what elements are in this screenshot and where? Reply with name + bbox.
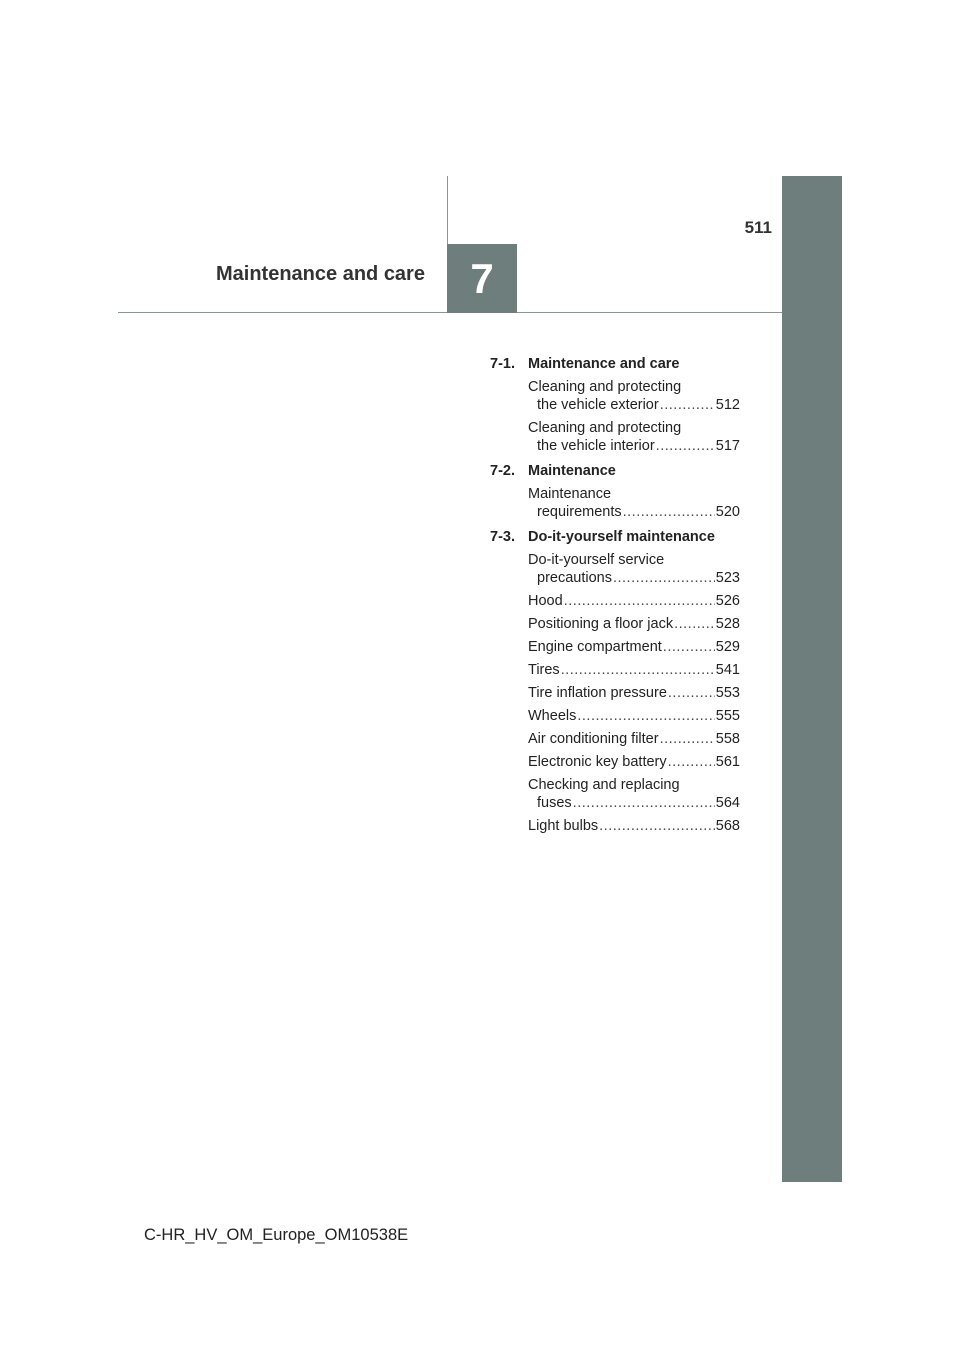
leader-dots <box>674 615 715 633</box>
leader-dots <box>656 437 715 455</box>
toc-entry-page: 526 <box>715 593 740 609</box>
toc-entry-page: 512 <box>715 397 740 413</box>
toc-section-number: 7-1. <box>490 356 515 372</box>
toc-entry[interactable] <box>528 776 740 812</box>
leader-dots <box>599 817 715 835</box>
leader-dots <box>660 730 715 748</box>
leader-dots <box>573 794 715 812</box>
toc-entry[interactable] <box>528 378 740 414</box>
toc-entry-title: Positioning a floor jack <box>528 616 674 632</box>
toc-entry[interactable] <box>528 707 740 725</box>
toc-entry[interactable] <box>528 817 740 835</box>
toc-entry-title: Light bulbs <box>528 818 599 834</box>
toc-entry[interactable] <box>528 485 740 521</box>
chapter-side-tab <box>782 176 842 1182</box>
leader-dots <box>660 396 715 414</box>
toc-entry-title: Wheels <box>528 708 577 724</box>
leader-dots <box>663 638 715 656</box>
toc-entry-title: Engine compartment <box>528 639 662 655</box>
toc-entry[interactable] <box>528 753 740 771</box>
header-vertical-rule <box>447 176 448 244</box>
toc-entry[interactable] <box>528 592 740 610</box>
leader-dots <box>561 661 715 679</box>
toc-entry[interactable] <box>528 615 740 633</box>
toc-entry[interactable] <box>528 730 740 748</box>
chapter-number-badge: 7 <box>447 244 517 313</box>
toc-entry-page: 520 <box>715 504 740 520</box>
toc-entry-title: Electronic key battery <box>528 754 667 770</box>
toc-entry-title-cont: precautions <box>537 570 612 586</box>
toc-entry-page: 553 <box>715 685 740 701</box>
toc-entry-title: Hood <box>528 593 563 609</box>
toc-entry-page: 561 <box>715 754 740 770</box>
toc-section-heading <box>490 463 740 480</box>
toc-entry-page: 555 <box>715 708 740 724</box>
toc-section-title: Maintenance <box>528 463 616 479</box>
toc-entry[interactable] <box>528 551 740 587</box>
toc-section-title: Maintenance and care <box>528 356 680 372</box>
toc-entry-title: Tires <box>528 662 560 678</box>
document-id-footer: C-HR_HV_OM_Europe_OM10538E <box>144 1226 409 1244</box>
toc-entry-page: 523 <box>715 570 740 586</box>
toc-entry[interactable] <box>528 661 740 679</box>
toc-entry-page: 541 <box>715 662 740 678</box>
table-of-contents <box>490 356 740 835</box>
leader-dots <box>613 569 715 587</box>
toc-entry-title: Checking and replacing <box>528 777 680 793</box>
toc-section-heading <box>490 356 740 373</box>
leader-dots <box>564 592 715 610</box>
toc-section-heading <box>490 529 740 546</box>
leader-dots <box>668 684 715 702</box>
toc-entry-title-cont: the vehicle exterior <box>537 397 659 413</box>
toc-entry-title: Air conditioning filter <box>528 731 659 747</box>
toc-entry-page: 564 <box>715 795 740 811</box>
toc-entry-title: Maintenance <box>528 486 612 502</box>
toc-section-title: Do-it-yourself maintenance <box>528 529 715 545</box>
page-number: 511 <box>744 218 772 237</box>
toc-entry-page: 568 <box>715 818 740 834</box>
toc-entry-title-cont: requirements <box>537 504 622 520</box>
toc-entry-title: Do-it-yourself service <box>528 552 665 568</box>
toc-entry-title: Tire inflation pressure <box>528 685 667 701</box>
leader-dots <box>623 503 715 521</box>
toc-entry[interactable] <box>528 684 740 702</box>
toc-entry[interactable] <box>528 638 740 656</box>
toc-section-number: 7-2. <box>490 463 515 479</box>
toc-entry-page: 529 <box>715 639 740 655</box>
toc-entry-title-cont: the vehicle interior <box>537 438 655 454</box>
toc-entry-title: Cleaning and protecting <box>528 379 682 395</box>
toc-entry[interactable] <box>528 419 740 455</box>
chapter-title: Maintenance and care <box>216 263 425 285</box>
leader-dots <box>668 753 715 771</box>
toc-entry-title-cont: fuses <box>537 795 572 811</box>
leader-dots <box>577 707 714 725</box>
toc-section-number: 7-3. <box>490 529 515 545</box>
toc-entry-page: 558 <box>715 731 740 747</box>
toc-entry-title: Cleaning and protecting <box>528 420 682 436</box>
toc-entry-page: 517 <box>715 438 740 454</box>
toc-entry-page: 528 <box>715 616 740 632</box>
